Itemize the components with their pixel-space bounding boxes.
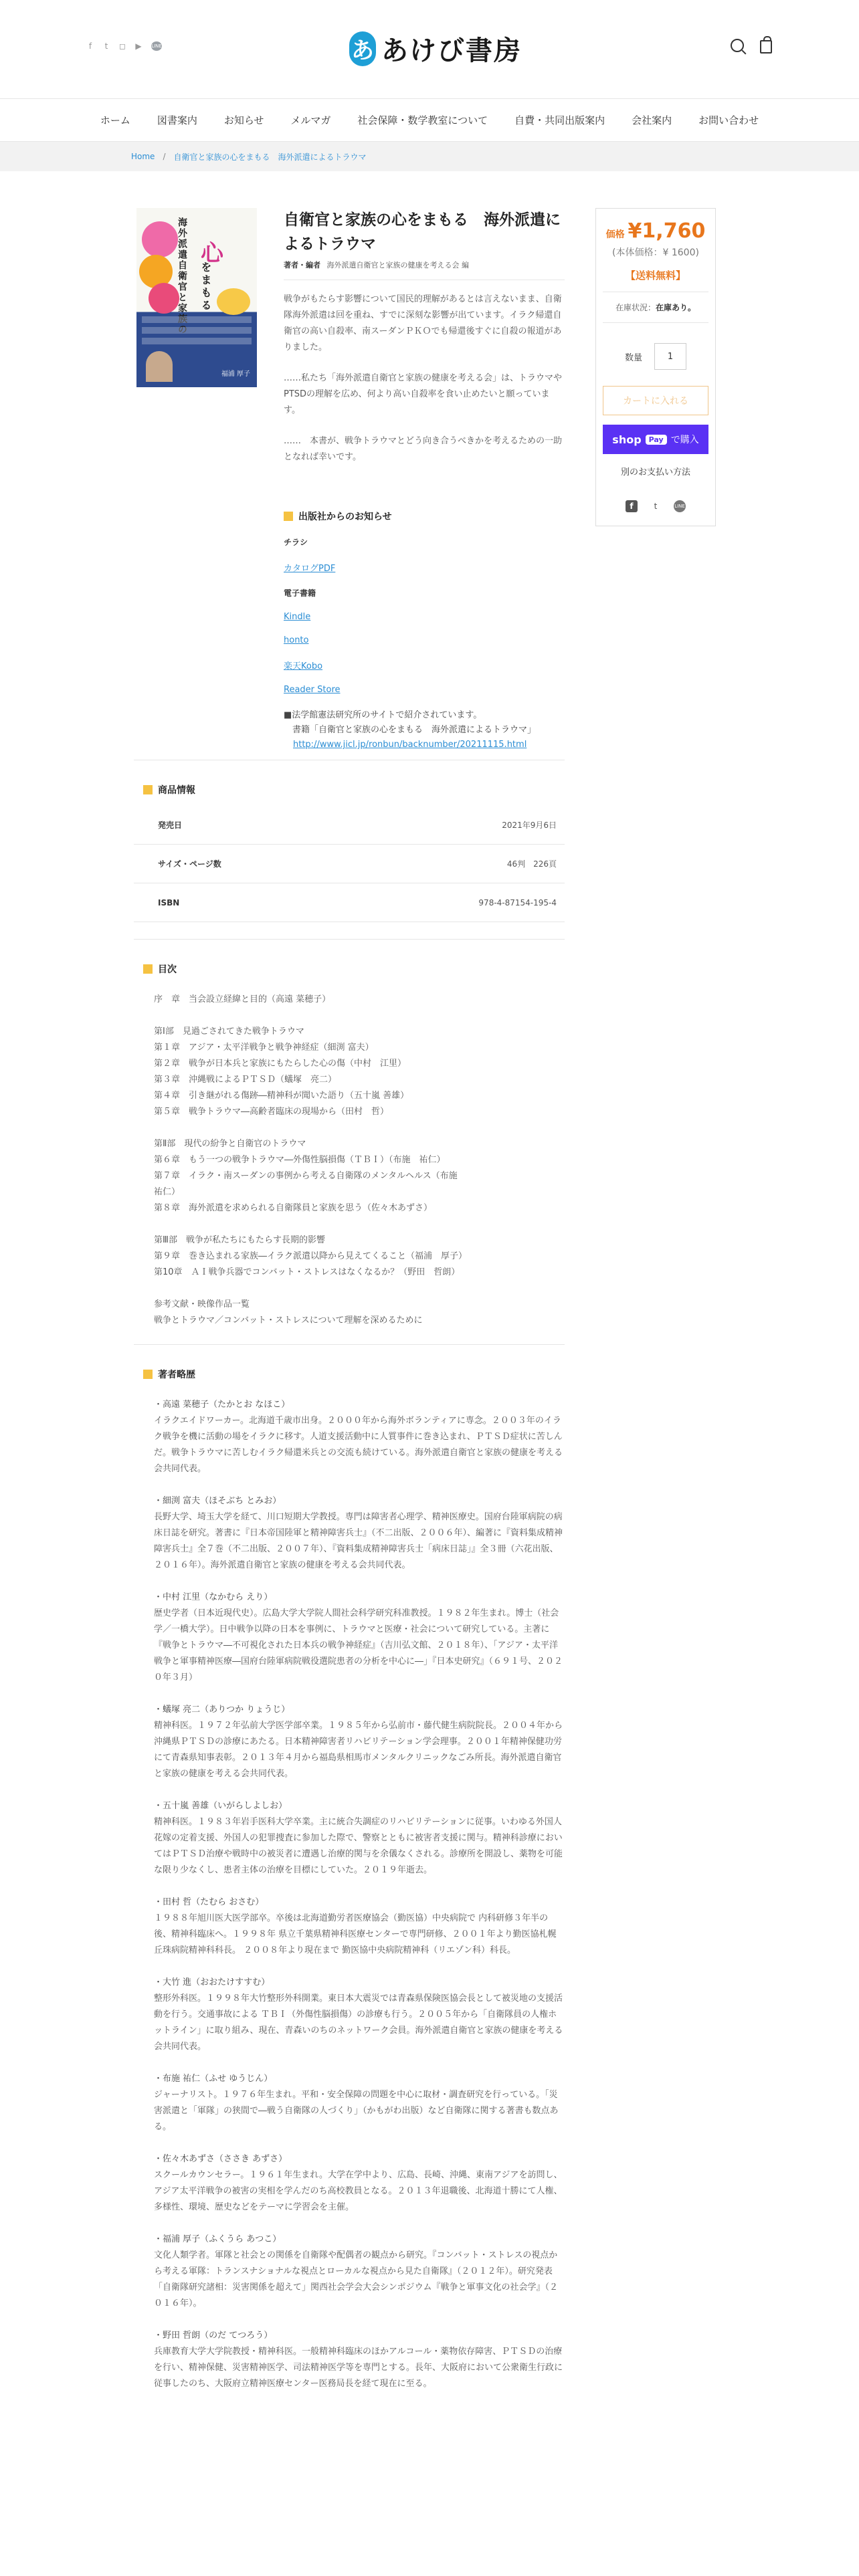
list-item: 第８章 海外派遣を求められる自衛隊員と家族を思う（佐々木あずさ） — [154, 1203, 433, 1213]
breadcrumb-separator: / — [163, 152, 166, 161]
add-to-cart-button[interactable]: カートに入れる — [603, 386, 708, 415]
breadcrumb — [0, 142, 859, 171]
table-row: 発売日 2021年9月6日 — [134, 806, 565, 845]
reader-store-link[interactable]: Reader Store — [284, 685, 341, 695]
cover-heart: 心 — [201, 240, 223, 267]
toc-section — [134, 939, 565, 1329]
kindle-link[interactable]: Kindle — [284, 612, 311, 622]
cover-photo — [146, 351, 173, 382]
site-header — [0, 0, 859, 99]
cart-icon[interactable] — [760, 40, 772, 53]
quantity — [603, 343, 708, 370]
honto-link[interactable]: honto — [284, 635, 309, 645]
author-value: 海外派遣自衛官と家族の健康を考える会 編 — [326, 261, 469, 270]
nav-item-home[interactable]: ホーム — [100, 114, 130, 126]
kobo-link[interactable]: 楽天Kobo — [284, 661, 323, 671]
info-heading: 商品情報 — [134, 783, 565, 796]
price: 価格 ¥1,760 — [605, 219, 706, 243]
buy-box — [595, 208, 716, 526]
toc-heading: 目次 — [134, 962, 565, 976]
cover-series: 海外派遣自衛官と家族の — [177, 217, 187, 335]
toc-list — [134, 992, 565, 1329]
other-payment-link[interactable]: 別のお支払い方法 — [620, 467, 690, 477]
info-table — [134, 806, 565, 922]
list-item: ・五十嵐 善雄（いがらしよしお） 精神科医。１９８３年岩手医科大学卒業。主に統合失調症のリハビリテーションに従事。いわゆる外国人花嫁の定着支援、外国人の犯罪捜査に参加した際で、警察とともに被害者支援に関与。精神科診療においてはＰＴＳＤ治療や戦時中の被災者に遭遇し治療的関与を余儀なくされる。診療所を開設し、薬物を可能な限り少なくし、患者主体の治療を目標にしていた。２０１９年逝去。 — [154, 1801, 563, 1875]
product-section — [0, 171, 859, 760]
table-row: サイズ・ページ数 46判 226頁 — [134, 845, 565, 883]
list-item: 第９章 巻き込まれる家族―イラク派遣以降から見えてくること（福浦 厚子） — [154, 1251, 468, 1261]
table-row: ISBN 978-4-87154-195-4 — [134, 883, 565, 922]
list-item: 第７章 イラク・南スーダンの事例から考える自衛隊のメンタルヘルス（布施 — [154, 1171, 458, 1181]
share-line-icon[interactable]: LINE — [674, 500, 686, 512]
list-item: ・布施 祐仁（ふせ ゆうじん） ジャーナリスト。１９７６年生まれ。平和・安全保障の問題を中心に取材・調査研究を行っている。「災害派遣と「軍隊」の狭間で―戦う自衛隊の人づくり」（かもがわ出版）など自衛隊に関する著書も数点ある。 — [154, 2074, 559, 2132]
list-item: ・蟻塚 亮二（ありつか りょうじ） 精神科医。１９７２年弘前大学医学部卒業。１９８５年から弘前市・藤代健生病院院長。２００４年から沖縄県ＰＴＳＤの診療にあたる。日本精神障害者リハビリテーション学会理事。２００１年精神保健功労にて青森県知事表彰。２０１３年４月から福島県相馬市メンタルクリニックなごみ所長。海外派遣自衛官と家族の健康を考える会共同代表。 — [154, 1705, 563, 1779]
product-description — [284, 292, 565, 480]
list-item: 戦争とトラウマ／コンバット・ストレスについて理解を深めるために — [154, 1315, 423, 1325]
search-icon[interactable] — [731, 39, 744, 52]
list-item: 第10章 ＡＩ戦争兵器でコンバット・ストレスはなくなるか？（野田 哲朗） — [154, 1267, 460, 1277]
notice-heading: 出版社からのお知らせ — [284, 510, 571, 523]
product-author — [284, 259, 469, 270]
line-icon[interactable]: LINE — [151, 41, 162, 51]
list-item: ・野田 哲朗（のだ てつろう） 兵庫教育大学大学院教授・精神科医。一般精神科臨床のほかアルコール・薬物依存障害、ＰＴＳＤの治療を行い、精神保健、災害精神医学、司法精神医学等を専門とする。長年、大阪府において公衆衛生行政に従事したのち、大阪府立精神医療センター医務局長を経て現在に至る。 — [154, 2331, 563, 2389]
desc-paragraph: …… 本書が、戦争トラウマとどう向き合うべきかを考えるための一助となれば幸いです。 — [284, 436, 563, 462]
share-facebook-icon[interactable]: f — [626, 500, 638, 512]
cover-title: をまもる — [199, 261, 212, 312]
list-item: 祐仁） — [154, 1187, 181, 1197]
list-item: 参考文献・映像作品一覧 — [154, 1299, 250, 1309]
product-title: 自衛官と家族の心をまもる 海外派遣によるトラウマ — [284, 211, 561, 253]
price-value: ¥1,760 — [628, 219, 706, 243]
square-bullet-icon — [143, 1370, 153, 1379]
header-actions — [731, 39, 772, 53]
list-item: 第Ⅲ部 戦争が私たちにもたらす長期的影響 — [154, 1235, 325, 1245]
ebook-label: 電子書籍 — [284, 588, 316, 598]
cover-author: 福浦 厚子 — [221, 370, 250, 378]
list-item: ・田村 哲（たむら おさむ） １９８８年旭川医大医学部卒。卒後は北海道勤労者医療協会（勤医協）中央病院で 内科研修３年半の後、精神科臨床へ。１９９８年 県立千葉県精神科医療センターで専門研修、２００１年より勤医協札幌丘珠病院精神科科長。 ２００８年より現在まで 勤医協中央病院精神科（リエゾン科）科長。 — [154, 1897, 557, 1955]
list-item: ・佐々木あずさ（ささき あずさ） スクールカウンセラー。１９６１年生まれ。大学在学中より、広島、長崎、沖縄、東南アジアを訪問し、アジア太平洋戦争の被害の実相を学んだのち高校教員となる。２０１３年退職後、北海道十勝にて人権、多様性、環境、歴史などをテーマに学習会を主催。 — [154, 2154, 563, 2212]
list-item: 第５章 戦争トラウマ―高齢者臨床の現場から（田村 哲） — [154, 1107, 389, 1117]
list-item: 第２章 戦争が日本兵と家族にもたらした心の傷（中村 江里） — [154, 1059, 407, 1069]
flyer-label: チラシ — [284, 538, 308, 547]
nav-item-contact[interactable]: お問い合わせ — [698, 114, 759, 126]
quantity-input[interactable]: 1 — [654, 343, 686, 370]
authors-section — [134, 1344, 565, 2408]
breadcrumb-current: 自衛官と家族の心をまもる 海外派遣によるトラウマ — [173, 152, 367, 162]
facebook-icon[interactable]: f — [88, 41, 92, 51]
tax-note: (本体価格：¥ 1600) — [612, 247, 699, 258]
quantity-label: 数量 — [624, 352, 642, 363]
square-bullet-icon — [143, 785, 153, 794]
youtube-icon[interactable]: ▶ — [135, 41, 142, 51]
publisher-notice — [284, 510, 571, 752]
main-nav — [0, 99, 859, 142]
nav-item-company[interactable]: 会社案内 — [632, 114, 672, 126]
list-item: ・福浦 厚子（ふくうら あつこ） 文化人類学者。軍隊と社会との関係を自衛隊や配偶者の観点から研究。『コンバット・ストレスの視点から考える軍隊：トランスナショナルな視点とローカルな視点から見た自衛隊』（２０１２年）。研究発表「自衛隊研究諸相：災害関係を超えて」関西社会学会大会シンポジウム『戦争と軍事文化の社会学』（２０１６年）。 — [154, 2234, 559, 2309]
nav-item-books[interactable]: 図書案内 — [157, 114, 197, 126]
book-cover-image[interactable] — [136, 208, 257, 387]
list-item: 第Ⅰ部 見過ごされてきた戦争トラウマ — [154, 1027, 304, 1037]
list-item: 第４章 引き継がれる傷跡―精神科が聞いた語り（五十嵐 善雄） — [154, 1091, 409, 1101]
shop-pay-button[interactable]: shop Pay で購入 — [603, 425, 708, 454]
nav-item-mailmag[interactable]: メルマガ — [290, 114, 331, 126]
author-label: 著者・編者 — [284, 261, 320, 270]
product-info-section — [134, 760, 565, 922]
square-bullet-icon — [143, 964, 153, 974]
note-url-link[interactable]: http://www.jicl.jp/ronbun/backnumber/20211115.html — [293, 740, 527, 750]
list-item: 第６章 もう一つの戦争トラウマ―外傷性脳損傷（ＴＢＩ）（布施 祐仁） — [154, 1155, 446, 1165]
social-links — [87, 41, 162, 51]
share-buttons — [603, 500, 708, 512]
list-item: ・細渕 富夫（ほそぶち とみお） 長野大学、埼玉大学を経て、川口短期大学教授。専門は障害者心理学、精神医療史。国府台陸軍病院の病床日誌を研究。著書に『日本帝国陸軍と精神障害兵士』（不二出版、２００６年）、編著に『資料集成精神障害兵士』全７巻（不二出版、２００７年）、『資料集成精神障害兵士「病床日誌」』全３冊（六花出版、２０１６年）。海外派遣自衛官と家族の健康を考える会共同代表。 — [154, 1496, 563, 1570]
nav-item-self-publish[interactable]: 自費・共同出版案内 — [514, 114, 605, 126]
desc-paragraph: 戦争がもたらす影響について国民的理解があるとは言えないまま、自衛隊海外派遣は回を重ね、すでに深刻な影響が出ています。イラク帰還自衛官の高い自殺率、南スーダンＰＫＯでも帰還後すぐに自殺の報道がありました。 — [284, 294, 562, 352]
list-item: 第Ⅱ部 現代の紛争と自衛官のトラウマ — [154, 1139, 306, 1149]
list-item: 第１章 アジア・太平洋戦争と戦争神経症（細渕 富夫） — [154, 1043, 374, 1053]
site-logo[interactable] — [349, 29, 522, 68]
list-item: ・中村 江里（なかむら えり） 歴史学者（日本近現代史）。広島大学大学院人間社会科学研究科准教授。１９８２年生まれ。博士（社会学／一橋大学）。日中戦争以降の日本を事例に、トラウマと医療・社会について研究している。主著に『戦争とトラウマ―不可視化された日本兵の戦争神経症』（吉川弘文館、２０１８年）、「アジア・太平洋戦争と軍事精神医療―国府台陸軍病院戦役選院患者の分析を中心に―」『日本史研究』（６９１号、２０２０年３月） — [154, 1592, 563, 1683]
list-item: ・大竹 進（おおたけすすむ） 整形外科医。１９９８年大竹整形外科開業。東日本大震災では青森県保険医協会長として被災地の支援活動を行う。交通事故による ＴＢＩ（外傷性脳損傷）の診療も行う。２００５年から「自衛隊員の人権ホットライン」に取り組み、現在、青森いのちのネットワーク会員。海外派遣自衛官と家族の健康を考える会共同代表。 — [154, 1977, 563, 2052]
twitter-icon[interactable]: t — [104, 41, 108, 51]
share-twitter-icon[interactable]: t — [654, 502, 658, 511]
authors-heading: 著者略歴 — [134, 1368, 565, 1381]
notice-note: ■法学館憲法研究所のサイトで紹介されています。 書籍「自衛官と家族の心をまもる 海外派遣によるトラウマ」 http://www.jicl.jp/ronbun/backnumber/20211115.html — [284, 708, 571, 752]
nav-item-news[interactable]: お知らせ — [223, 114, 264, 126]
logo-text: あけび書房 — [381, 35, 522, 66]
stock-status: 在庫状況：在庫あり。 — [615, 303, 696, 312]
catalog-pdf-link[interactable]: カタログPDF — [284, 564, 336, 574]
desc-paragraph: ……私たち「海外派遣自衛官と家族の健康を考える会」は、トラウマやPTSDの理解を広め、何より高い自殺率を食い止めたいと願っています。 — [284, 373, 563, 415]
list-item: ・高遠 菜穂子（たかとお なほこ） イラクエイドワーカー。北海道千歳市出身。２０００年から海外ボランティアに専念。２００３年のイラク戦争を機に活動の場をイラクに移す。人道支援活動中に人質事件に巻き込まれ、ＰＴＳＤ症状に苦しんだ。戦争トラウマに苦しむイラク帰還米兵との交流も続けている。海外派遣自衛官と家族の健康を考える会共同代表。 — [154, 1400, 563, 1474]
logo-mark: あ — [349, 31, 376, 66]
authors-list — [134, 1397, 565, 2392]
square-bullet-icon — [284, 512, 293, 521]
breadcrumb-home[interactable]: Home — [131, 152, 155, 161]
list-item: 序 章 当会設立経緯と目的（高遠 菜穂子） — [154, 994, 331, 1004]
nav-item-about-study[interactable]: 社会保障・数学教室について — [357, 114, 488, 126]
free-shipping-badge: 【送料無料】 — [625, 270, 686, 282]
list-item: 第３章 沖縄戦によるＰＴＳＤ（蟻塚 亮二） — [154, 1075, 337, 1085]
instagram-icon[interactable]: ◻ — [119, 41, 126, 51]
